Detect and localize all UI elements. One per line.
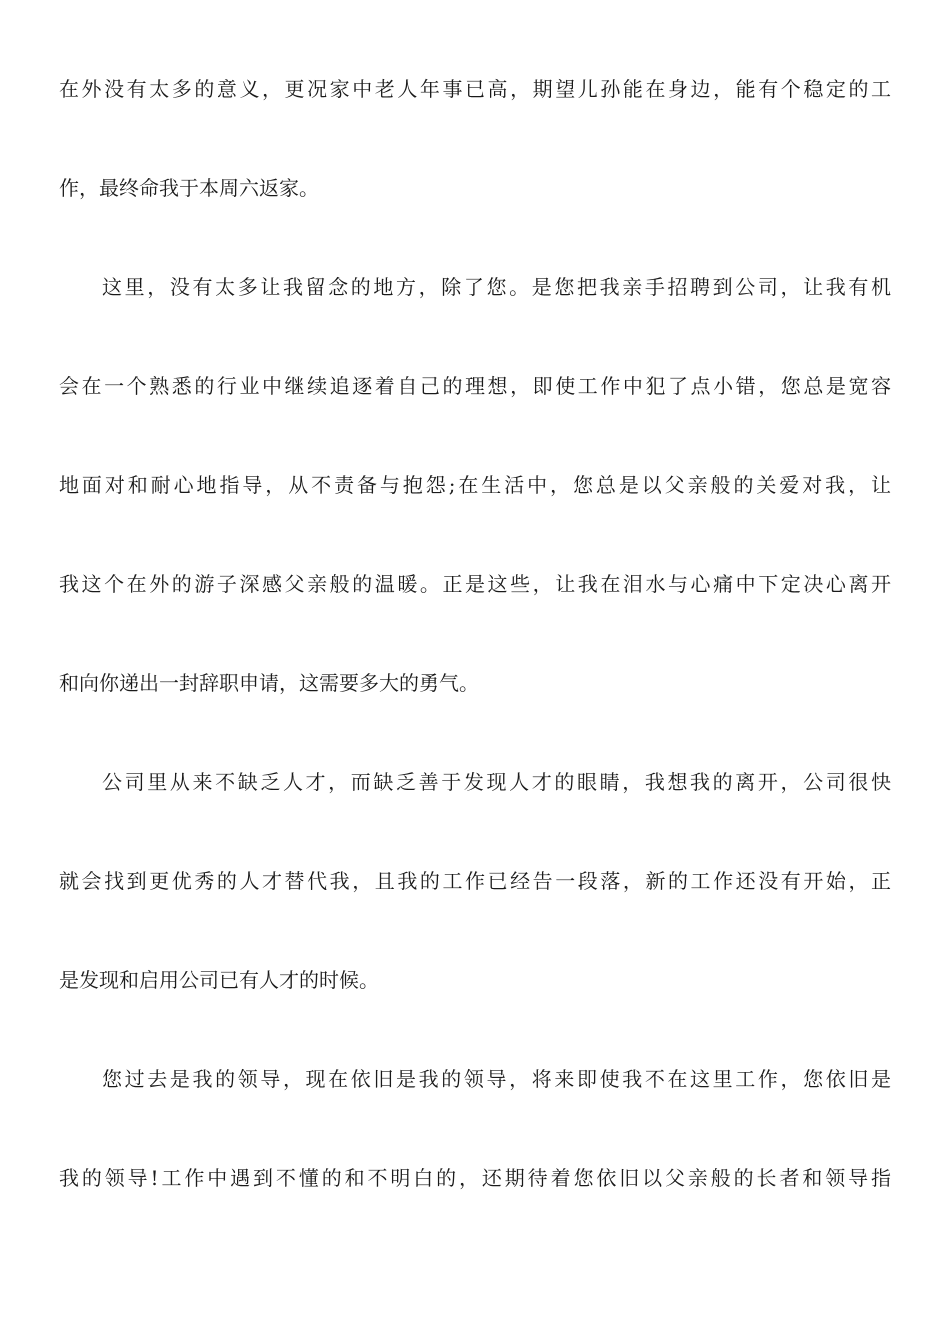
text-line-6: 我这个在外的游子深感父亲般的温暖。正是这些，让我在泪水与心痛中下定决心离开 <box>59 572 891 596</box>
paragraph-start-line: 公司里从来不缺乏人才，而缺乏善于发现人才的眼睛，我想我的离开，公司很快 <box>102 770 891 794</box>
text-line-9: 就会找到更优秀的人才替代我，且我的工作已经告一段落，新的工作还没有开始，正 <box>59 869 891 893</box>
text-line-2: 作，最终命我于本周六返家。 <box>59 176 319 200</box>
paragraph-start-line: 这里，没有太多让我留念的地方，除了您。是您把我亲手招聘到公司，让我有机 <box>102 275 891 299</box>
text-line-7: 和向你递出一封辞职申请，这需要多大的勇气。 <box>59 671 479 695</box>
text-line-12: 我的领导!工作中遇到不懂的和不明白的，还期待着您依旧以父亲般的长者和领导指 <box>59 1166 891 1190</box>
text-line-4: 会在一个熟悉的行业中继续追逐着自己的理想，即使工作中犯了点小错，您总是宽容 <box>59 374 891 398</box>
text-line-10: 是发现和启用公司已有人才的时候。 <box>59 968 379 992</box>
paragraph-start-line: 您过去是我的领导，现在依旧是我的领导，将来即使我不在这里工作，您依旧是 <box>102 1067 891 1091</box>
text-line-1: 在外没有太多的意义，更况家中老人年事已高，期望儿孙能在身边，能有个稳定的工 <box>59 77 891 101</box>
text-line-5: 地面对和耐心地指导，从不责备与抱怨;在生活中，您总是以父亲般的关爱对我，让 <box>59 473 891 497</box>
